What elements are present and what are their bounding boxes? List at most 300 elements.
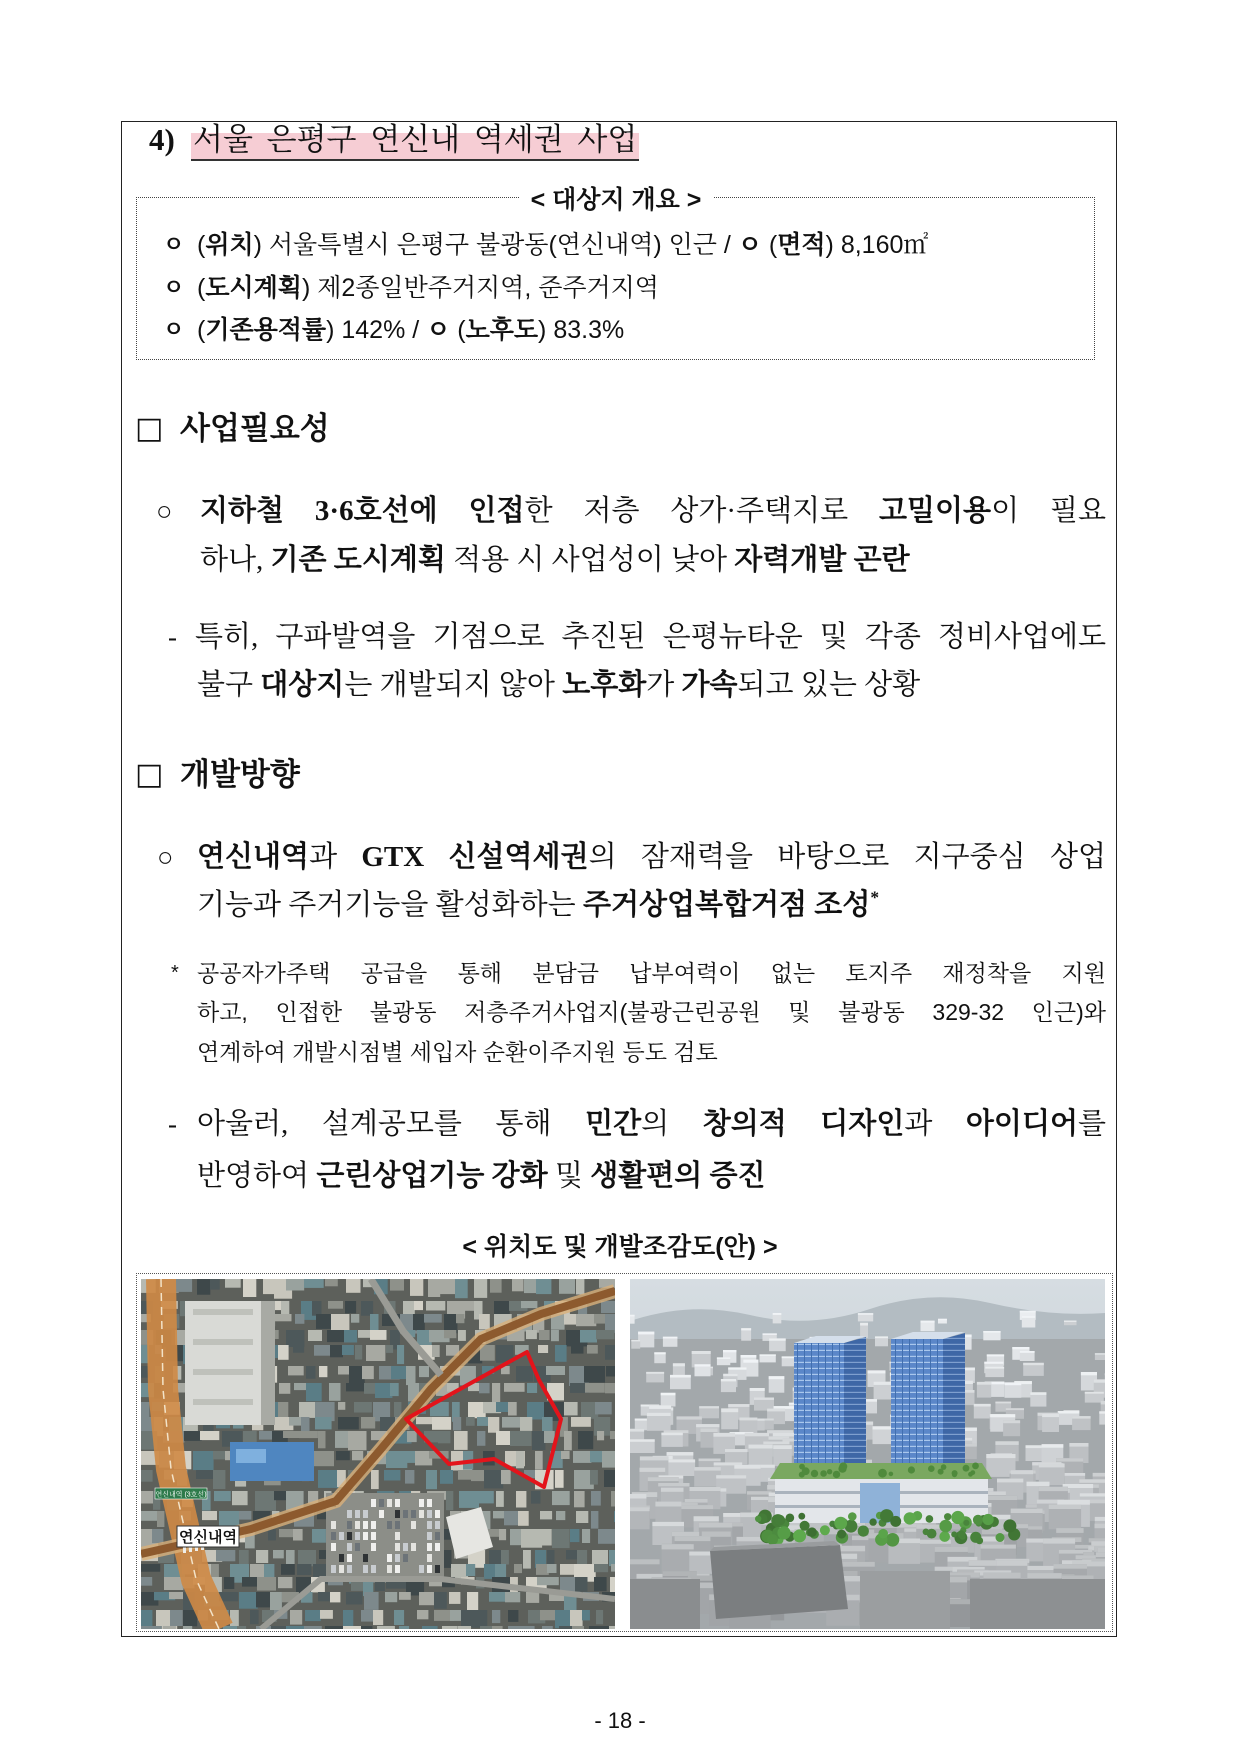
- city-building-roof: [838, 1562, 875, 1567]
- map-building: [516, 1366, 533, 1382]
- map-building: [232, 1491, 248, 1505]
- city-building-roof: [769, 1338, 786, 1340]
- tree: [951, 1511, 964, 1524]
- tree: [1003, 1519, 1016, 1532]
- text-run: (: [197, 316, 206, 344]
- map-building: [428, 1279, 440, 1297]
- text-run: 특히, 구파발역을 기점으로 추진된 은평뉴타운 및 각종 정비사업에도: [195, 621, 1106, 653]
- map-building: [552, 1529, 570, 1548]
- map-building: [456, 1314, 464, 1323]
- map-building: [572, 1626, 584, 1629]
- city-building-roof: [858, 1313, 873, 1315]
- roof-garden-tree: [968, 1472, 973, 1477]
- map-building: [355, 1345, 362, 1360]
- map-building: [480, 1626, 493, 1629]
- city-building-roof: [714, 1462, 743, 1465]
- overview-line-urban-plan: [197, 269, 1092, 307]
- city-building-roof: [1056, 1458, 1083, 1461]
- map-building: [526, 1592, 539, 1603]
- text-run: ) 서울특별시 은평구 불광동(연신내역) 인근 /: [253, 231, 738, 259]
- map-building: [301, 1417, 310, 1431]
- emphasis-text: 위치: [205, 231, 254, 259]
- tree: [983, 1514, 994, 1525]
- city-building-roof: [640, 1456, 669, 1460]
- map-building: [432, 1417, 451, 1430]
- map-building: [573, 1451, 591, 1463]
- map-building: [257, 1577, 276, 1591]
- parked-car: [403, 1554, 408, 1562]
- city-building-roof: [1042, 1444, 1064, 1448]
- city-building-roof: [728, 1404, 749, 1407]
- map-building: [319, 1366, 327, 1377]
- map-building: [384, 1470, 400, 1481]
- map-building: [414, 1301, 423, 1310]
- map-building: [230, 1610, 239, 1628]
- map-building: [386, 1345, 393, 1353]
- map-building: [338, 1417, 359, 1430]
- city-building-roof: [1095, 1517, 1105, 1521]
- text-run: 적용 시 사업성이 낮아: [445, 544, 735, 576]
- city-building-roof: [990, 1414, 1015, 1417]
- parked-car: [387, 1499, 392, 1507]
- map-building: [371, 1470, 379, 1489]
- map-building: [438, 1431, 450, 1443]
- section-number: 4): [149, 122, 175, 157]
- city-building-roof: [1023, 1363, 1044, 1365]
- city-building-roof: [699, 1523, 733, 1528]
- figure-caption: < 위치도 및 개발조감도(안) >: [462, 1233, 778, 1261]
- tree: [939, 1520, 952, 1533]
- map-building: [327, 1330, 344, 1342]
- map-building: [405, 1470, 414, 1484]
- map-building: [531, 1491, 541, 1504]
- map-building: [375, 1383, 392, 1398]
- city-building-roof: [666, 1459, 695, 1462]
- parked-car: [403, 1543, 408, 1551]
- city-building-roof: [1011, 1509, 1043, 1513]
- map-building: [505, 1592, 520, 1602]
- blue-roof-detail: [236, 1449, 266, 1463]
- map-building: [348, 1431, 367, 1450]
- map-building: [508, 1402, 517, 1416]
- emphasis-text: 노후화: [562, 669, 647, 701]
- city-building-roof: [646, 1372, 664, 1374]
- map-building: [596, 1610, 603, 1624]
- parked-car: [427, 1565, 432, 1573]
- roof-garden-tree: [952, 1470, 958, 1476]
- roof-garden-tree: [908, 1466, 915, 1473]
- map-building: [298, 1550, 316, 1566]
- map-building: [288, 1366, 304, 1375]
- map-building: [474, 1279, 487, 1298]
- emphasis-text: 민간: [585, 1108, 642, 1140]
- city-building-roof: [984, 1362, 1003, 1364]
- map-building: [370, 1330, 387, 1340]
- roof-garden-tree: [963, 1465, 970, 1472]
- city-building-roof: [1043, 1538, 1075, 1543]
- tall-building: [185, 1301, 275, 1425]
- map-building: [551, 1330, 559, 1341]
- city-building-roof: [652, 1522, 684, 1526]
- emphasis-text: 가속: [681, 669, 738, 701]
- map-building: [484, 1470, 503, 1488]
- parked-car: [331, 1532, 336, 1540]
- map-building: [458, 1330, 466, 1341]
- map-building: [338, 1402, 345, 1410]
- map-building: [390, 1383, 399, 1396]
- map-building: [490, 1279, 502, 1293]
- parked-car: [363, 1521, 368, 1529]
- city-building-roof: [1096, 1552, 1105, 1557]
- parked-car: [411, 1543, 416, 1551]
- site-overview-heading: < 대상지 개요 >: [519, 185, 714, 215]
- parked-car: [427, 1554, 432, 1562]
- city-building-roof: [741, 1355, 757, 1358]
- map-building: [362, 1366, 374, 1379]
- emphasis-text: 기존용적률: [205, 316, 327, 344]
- tree: [820, 1525, 830, 1535]
- map-building: [520, 1417, 532, 1431]
- city-building-roof: [630, 1439, 655, 1442]
- roof-garden-tree: [889, 1472, 894, 1477]
- city-building-roof: [1080, 1493, 1105, 1496]
- map-building: [242, 1577, 259, 1587]
- text-run: 되고 있는 상황: [737, 669, 921, 701]
- city-building-roof: [983, 1331, 1000, 1333]
- map-building: [256, 1550, 268, 1563]
- map-building: [611, 1491, 615, 1507]
- map-building: [595, 1402, 612, 1414]
- map-building: [373, 1610, 383, 1625]
- parked-car: [331, 1543, 336, 1551]
- city-building-roof: [1027, 1573, 1061, 1578]
- map-building: [584, 1366, 605, 1383]
- map-building: [555, 1345, 567, 1362]
- city-building-roof: [1091, 1541, 1105, 1546]
- parked-car: [403, 1510, 408, 1518]
- map-building: [444, 1330, 456, 1338]
- map-building: [361, 1417, 375, 1429]
- map-building: [510, 1529, 522, 1545]
- map-building: [299, 1402, 315, 1418]
- map-building: [477, 1417, 490, 1426]
- city-building-roof: [734, 1465, 760, 1469]
- map-building: [587, 1345, 598, 1354]
- map-building: [197, 1279, 210, 1295]
- emphasis-text: GTX 신설역세권: [361, 841, 589, 873]
- need-detail-line-1: [195, 615, 1106, 659]
- map-building: [455, 1279, 468, 1298]
- map-building: [390, 1279, 404, 1291]
- city-building-roof: [1057, 1500, 1090, 1505]
- direction-point-line-2: [197, 883, 1106, 927]
- city-building-roof: [1056, 1528, 1083, 1533]
- city-building-roof: [723, 1350, 736, 1352]
- map-building: [426, 1470, 437, 1489]
- overview-line-location-area: [197, 226, 1092, 264]
- map-building: [152, 1529, 163, 1543]
- map-building: [224, 1577, 234, 1589]
- city-building-roof: [1095, 1524, 1106, 1529]
- map-building: [345, 1301, 356, 1313]
- city-building-roof: [741, 1328, 751, 1330]
- tree: [957, 1530, 965, 1538]
- map-building: [336, 1451, 350, 1460]
- roof-garden-tree: [938, 1469, 944, 1475]
- city-building-roof: [696, 1424, 719, 1427]
- roof-garden-tree: [928, 1465, 935, 1472]
- map-building: [559, 1279, 575, 1294]
- map-building: [488, 1417, 499, 1433]
- tree: [878, 1529, 888, 1539]
- map-building: [492, 1626, 503, 1629]
- map-building: [278, 1402, 288, 1418]
- map-building: [576, 1279, 584, 1295]
- map-building: [330, 1345, 343, 1357]
- tree: [976, 1537, 983, 1544]
- city-building-roof: [1039, 1464, 1065, 1468]
- map-building: [555, 1470, 564, 1488]
- map-building: [559, 1626, 572, 1629]
- map-building: [591, 1511, 598, 1529]
- map-building: [532, 1431, 545, 1450]
- map-building: [318, 1470, 340, 1488]
- overview-bullet: ㅇ: [163, 275, 185, 300]
- emphasis-text: 주거상업복합거점 조성: [582, 889, 871, 921]
- section-title: 서울 은평구 연신내 역세권 사업: [191, 121, 639, 161]
- map-building: [538, 1345, 548, 1353]
- map-building: [314, 1451, 334, 1466]
- tree: [834, 1517, 847, 1530]
- map-building: [320, 1610, 333, 1619]
- need-point-line-1: [200, 489, 1106, 533]
- emphasis-text: 자력개발 곤란: [734, 544, 910, 576]
- city-building-roof: [1011, 1470, 1033, 1474]
- city-building-roof: [630, 1315, 635, 1317]
- city-building-roof: [747, 1491, 772, 1494]
- text-run: (: [197, 274, 206, 302]
- city-building-roof: [986, 1454, 1015, 1458]
- map-building: [454, 1431, 468, 1450]
- city-building-roof: [763, 1442, 789, 1445]
- city-building-roof: [694, 1467, 721, 1471]
- text-run: 하나,: [200, 544, 271, 576]
- map-building: [466, 1417, 475, 1426]
- map-building: [602, 1451, 615, 1468]
- map-building: [419, 1592, 435, 1605]
- city-building-roof: [749, 1445, 773, 1449]
- city-building-roof: [743, 1360, 758, 1363]
- map-building: [417, 1610, 428, 1619]
- city-building-roof: [701, 1429, 718, 1433]
- map-building: [582, 1610, 590, 1620]
- parked-car: [371, 1521, 376, 1529]
- city-building-roof: [667, 1452, 694, 1455]
- map-building: [614, 1511, 615, 1522]
- map-building: [536, 1279, 551, 1294]
- map-building: [446, 1491, 453, 1510]
- map-building: [502, 1417, 522, 1428]
- map-building: [239, 1511, 251, 1520]
- parked-car: [355, 1510, 360, 1518]
- map-building: [564, 1431, 572, 1450]
- map-building: [239, 1550, 249, 1566]
- text-run: 반영하여: [197, 1160, 317, 1192]
- city-building-roof: [773, 1445, 792, 1449]
- parked-car: [379, 1510, 384, 1518]
- parked-car: [435, 1521, 440, 1529]
- map-building: [346, 1383, 366, 1391]
- parked-car: [395, 1499, 400, 1507]
- map-building: [519, 1626, 535, 1629]
- map-building: [200, 1431, 219, 1440]
- roof-garden-tree: [833, 1471, 840, 1478]
- map-building: [328, 1301, 343, 1309]
- map-building: [564, 1402, 578, 1415]
- map-building: [570, 1529, 579, 1542]
- map-building: [243, 1279, 256, 1297]
- parked-car: [331, 1565, 336, 1573]
- city-building-roof: [986, 1496, 1017, 1500]
- parked-car: [339, 1554, 344, 1562]
- map-building: [556, 1511, 565, 1520]
- map-building: [295, 1314, 304, 1324]
- roof-garden-tree: [839, 1465, 844, 1470]
- emphasis-text: 고밀이용: [879, 495, 992, 527]
- text-run: 의 잠재력을 바탕으로 지구중심 상업: [588, 841, 1106, 873]
- text-run: 가: [646, 669, 682, 701]
- map-building: [318, 1431, 326, 1448]
- city-building-roof: [1005, 1382, 1022, 1385]
- map-building: [492, 1610, 500, 1623]
- map-building: [596, 1330, 615, 1339]
- map-building: [413, 1314, 425, 1330]
- parked-car: [347, 1510, 352, 1518]
- city-building-roof: [760, 1354, 776, 1356]
- parked-car: [379, 1499, 384, 1507]
- map-building: [547, 1564, 557, 1573]
- map-building: [275, 1314, 292, 1321]
- text-run: (: [761, 231, 778, 259]
- map-building: [407, 1431, 417, 1442]
- tree: [775, 1515, 786, 1526]
- map-building: [576, 1314, 596, 1326]
- city-building-roof: [1079, 1479, 1105, 1483]
- map-building: [225, 1279, 241, 1288]
- text-run: (: [450, 316, 466, 344]
- map-building: [141, 1470, 153, 1482]
- city-building-roof: [873, 1426, 894, 1429]
- map-building: [273, 1550, 284, 1558]
- map-building: [479, 1314, 490, 1330]
- map-building: [352, 1451, 363, 1460]
- map-building: [315, 1417, 332, 1429]
- city-building-roof: [677, 1416, 702, 1419]
- map-building: [270, 1592, 282, 1611]
- map-building: [514, 1564, 522, 1573]
- map-building: [364, 1592, 379, 1610]
- map-building: [571, 1345, 584, 1354]
- map-building: [466, 1564, 475, 1576]
- city-building-roof: [661, 1433, 682, 1436]
- station-label: [177, 1526, 239, 1547]
- tree: [973, 1515, 983, 1525]
- map-building: [271, 1626, 288, 1629]
- map-building: [434, 1592, 447, 1609]
- map-building: [399, 1626, 409, 1629]
- map-building: [346, 1592, 363, 1605]
- map-building: [479, 1383, 490, 1393]
- map-building: [237, 1626, 246, 1629]
- map-building: [539, 1330, 550, 1340]
- map-building: [196, 1470, 214, 1479]
- tree: [890, 1516, 901, 1527]
- parked-car: [371, 1565, 376, 1573]
- city-building-roof: [987, 1354, 1004, 1356]
- city-building-roof: [725, 1449, 748, 1452]
- city-building-roof: [685, 1499, 708, 1503]
- map-building: [606, 1366, 615, 1377]
- city-building-roof: [1085, 1392, 1104, 1394]
- city-building-roof: [670, 1375, 691, 1378]
- map-building: [308, 1330, 322, 1341]
- text-run: 를: [1077, 1108, 1106, 1140]
- map-building: [306, 1366, 316, 1379]
- map-building: [440, 1279, 457, 1294]
- map-building: [316, 1314, 332, 1329]
- section-heading-need: 사업필요성: [180, 411, 330, 446]
- footnote-reference-mark: *: [870, 887, 880, 908]
- tree: [858, 1526, 869, 1537]
- city-building-roof: [1042, 1414, 1059, 1417]
- map-building: [611, 1564, 615, 1572]
- direction-detail-line-2: [197, 1154, 1106, 1198]
- city-building-roof: [1099, 1411, 1105, 1413]
- map-building: [279, 1383, 290, 1394]
- map-building: [582, 1529, 590, 1543]
- map-building: [410, 1279, 423, 1296]
- tree: [800, 1521, 810, 1531]
- parked-car: [355, 1543, 360, 1551]
- city-building-roof: [713, 1433, 735, 1437]
- map-building: [594, 1577, 607, 1591]
- city-building-roof: [655, 1502, 681, 1507]
- map-building: [472, 1610, 487, 1628]
- city-building-roof: [631, 1340, 640, 1342]
- map-building: [366, 1345, 385, 1361]
- city-building-roof: [654, 1352, 665, 1354]
- parked-car: [347, 1565, 352, 1573]
- text-run: 과: [904, 1108, 966, 1140]
- parked-car: [427, 1510, 432, 1518]
- city-building-roof: [690, 1487, 721, 1491]
- city-building-roof: [663, 1337, 678, 1339]
- map-building: [170, 1610, 183, 1626]
- tree: [786, 1514, 795, 1523]
- map-building: [306, 1383, 322, 1401]
- parked-car: [395, 1554, 400, 1562]
- city-building-roof: [680, 1505, 713, 1509]
- map-building: [304, 1279, 324, 1288]
- parked-car: [347, 1554, 352, 1562]
- city-building-roof: [774, 1406, 797, 1409]
- tree: [939, 1531, 950, 1542]
- tree: [963, 1520, 969, 1526]
- map-building: [523, 1550, 531, 1569]
- emphasis-text: 기존 도시계획: [270, 544, 446, 576]
- map-building: [184, 1431, 202, 1441]
- city-building-roof: [1072, 1416, 1091, 1419]
